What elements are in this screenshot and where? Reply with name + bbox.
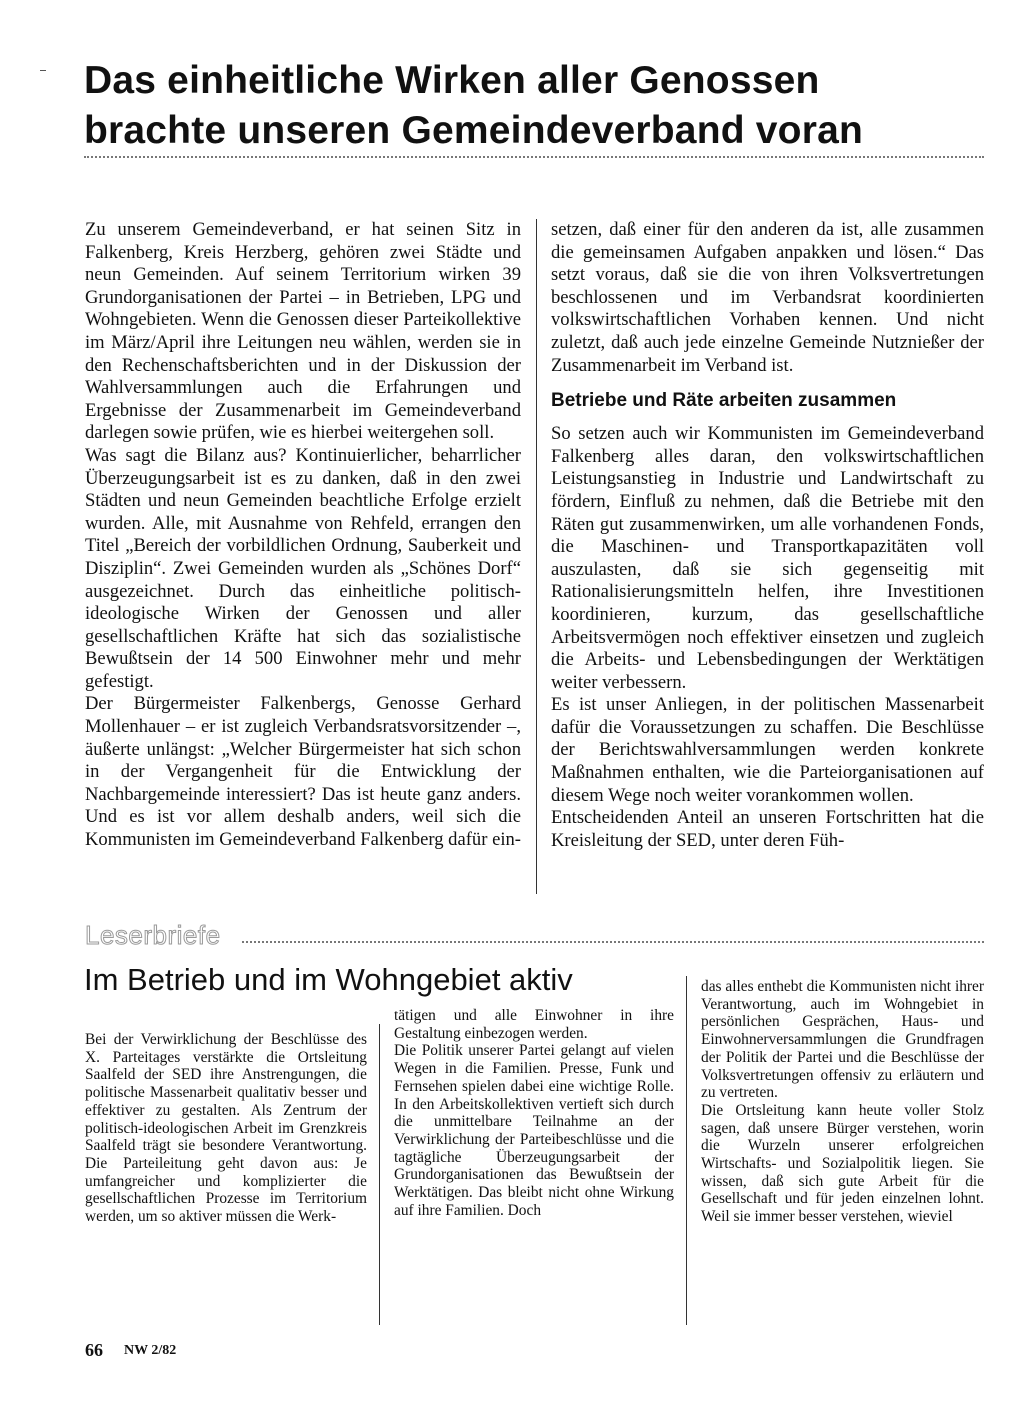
article-title-line-1: Das einheitliche Wirken aller Genossen — [84, 59, 820, 102]
article-column-1 — [85, 219, 521, 852]
article-paragraph: Zu unserem Gemeindeverband, er hat seinen Sitz in Falkenberg, Kreis Herzberg, gehören zwei Städte und neun Gemeinden. Auf seinem Territorium wirken 39 Grundorganisationen der Partei – in Betrieben, LPG und Wohngebieten. Wenn die Genossen dieser Parteikollektive im März/April ihre Leitungen neu wählen, werden sie in den Rechenschaftsberichten und in der Diskussion der Wahlversammlungen auch die Erfahrungen und Ergebnisse der Zusammenarbeit im Gemeindeverband darlegen sowie prüfen, wie es hierbei weitergehen soll. — [85, 219, 521, 444]
article-paragraph: setzen, daß einer für den anderen da ist, alle zusammen die gemeinsamen Aufgaben anpakken und lösen.“ Das setzt voraus, daß sie die von ihren Volksvertretungen beschlossenen und im Verbandsrat koordinierten volkswirtschaftlichen Vorhaben kennen. Und nicht zuletzt, daß auch jede einzelne Gemeinde Nutznießer der Zusammenarbeit im Verband ist. — [551, 219, 984, 376]
letter-column-1 — [85, 1031, 367, 1226]
article-paragraph: Der Bürgermeister Falkenbergs, Genosse Gerhard Mollenhauer – er ist zugleich Verbandsratsvorsitzender –, äußerte unlängst: „Welcher Bürgermeister hat sich schon in der Vergangenheit für die Entwicklung der Nachbargemeinde interessiert? Das ist heute ganz anders. Und es ist vor allem deshalb anders, weil sich die Kommunisten im Gemeindeverband Falkenberg dafür ein- — [85, 693, 521, 851]
column-divider — [536, 219, 537, 894]
article-column-2 — [551, 219, 984, 852]
article-subheading: Betriebe und Räte arbeiten zusammen — [551, 390, 897, 412]
page-number: 66 — [85, 1340, 103, 1360]
margin-mark — [40, 70, 46, 71]
article-paragraph: Es ist unser Anliegen, in der politischen Massenarbeit dafür die Voraussetzungen zu schaffen. Die Beschlüsse der Berichtswahlversammlungen werden konkrete Maßnahmen enthalten, wie die Parteiorganisationen auf diesem Wege noch weiter vorankommen wollen. — [551, 694, 984, 806]
article-title-line-2: brachte unseren Gemeindeverband voran — [84, 109, 863, 152]
letter-title: Im Betrieb und im Wohngebiet aktiv — [84, 962, 573, 997]
letter-column-3 — [701, 978, 984, 1226]
column-divider — [379, 1024, 380, 1325]
letter-paragraph: das alles enthebt die Kommunisten nicht ihrer Verantwortung, auch im Wohngebiet in persönlichen Gesprächen, Haus- und Einwohnerversammlungen die Grundfragen der Politik der Partei und die Beschlüsse der Volksvertretungen offensiv zu erläutern und zu vertreten. — [701, 978, 984, 1102]
article-title — [84, 56, 994, 156]
article-paragraph: Entscheidenden Anteil an unseren Fortschritten hat die Kreisleitung der SED, unter deren Füh- — [551, 807, 984, 851]
letter-paragraph: Die Politik unserer Partei gelangt auf vielen Wegen in die Familien. Presse, Funk und Fernsehen spielen dabei eine wichtige Rolle. In den Arbeitskollektiven vertieft sich durch die unmittelbare Teilnahme an der Verwirklichung der Parteibeschlüsse und die tagtägliche Überzeugungsarbeit der Grundorganisationen das Bewußtsein der Werktätigen. Das bleibt nicht ohne Wirkung auf ihre Familien. Doch — [394, 1042, 674, 1219]
letter-paragraph: tätigen und alle Einwohner in ihre Gestaltung einbezogen werden. — [394, 1007, 674, 1042]
letter-paragraph: Bei der Verwirklichung der Beschlüsse des X. Parteitages verstärkte die Ortsleitung Saalfeld der SED ihre Anstrengungen, die politische Massenarbeit qualitativ besser und effektiver zu gestalten. Als Zentrum der politisch-ideologischen Arbeit im Grenzkreis Saalfeld trägt sie besondere Verantwortung. Die Parteileitung geht davon aus: Je umfangreicher und komplizierter die gesellschaftlichen Prozesse im Territorium werden, um so aktiver müssen die Werk- — [85, 1031, 367, 1226]
issue-label: NW 2/82 — [124, 1343, 177, 1358]
section-label: Leserbriefe — [85, 920, 221, 950]
letter-column-2 — [394, 1007, 674, 1219]
letter-paragraph: Die Ortsleitung kann heute voller Stolz sagen, daß unsere Bürger verstehen, worin die Wurzeln unserer erfolgreichen Wirtschafts- und Sozialpolitik liegen. Sie wissen, daß sich gute Arbeit für die Gesellschaft und für jeden einzelnen lohnt. Weil sie immer besser verstehen, wieviel — [701, 1101, 984, 1226]
article-paragraph: So setzen auch wir Kommunisten im Gemeindeverband Falkenberg alles daran, den volkswirtschaftlichen Leistungsanstieg in Industrie und Landwirtschaft zu fördern, Einfluß zu nehmen, daß die Betriebe mit den Räten gut zusammenwirken, um alle vorhandenen Fonds, die Maschinen- und Transportkapazitäten voll auszulasten, daß sie sich gegenseitig mit Rationalisierungsmitteln helfen, ihre Investitionen koordinieren, kurzum, das gesellschaftliche Arbeitsvermögen noch effektiver einsetzen und zugleich die Arbeits- und Lebensbedingungen der Werktätigen weiter verbessern. — [551, 423, 984, 693]
article-paragraph: Was sagt die Bilanz aus? Kontinuierlicher, beharrlicher Überzeugungsarbeit ist es zu danken, daß in den zwei Städten und neun Gemeinden beachtliche Erfolge erzielt wurden. Alle, mit Ausnahme von Rehfeld, errangen den Titel „Bereich der vorbildlichen Ordnung, Sauberkeit und Disziplin“. Zwei Gemeinden wurden als „Schönes Dorf“ ausgezeichnet. Durch das einheitliche politisch-ideologische Wirken der Genossen und aller gesellschaftlichen Kräfte hat sich das sozialistische Bewußtsein der 14 500 Einwohner mehr und mehr gefestigt. — [85, 444, 521, 692]
column-divider — [686, 976, 687, 1325]
section-divider — [242, 941, 984, 943]
title-divider — [84, 156, 984, 158]
